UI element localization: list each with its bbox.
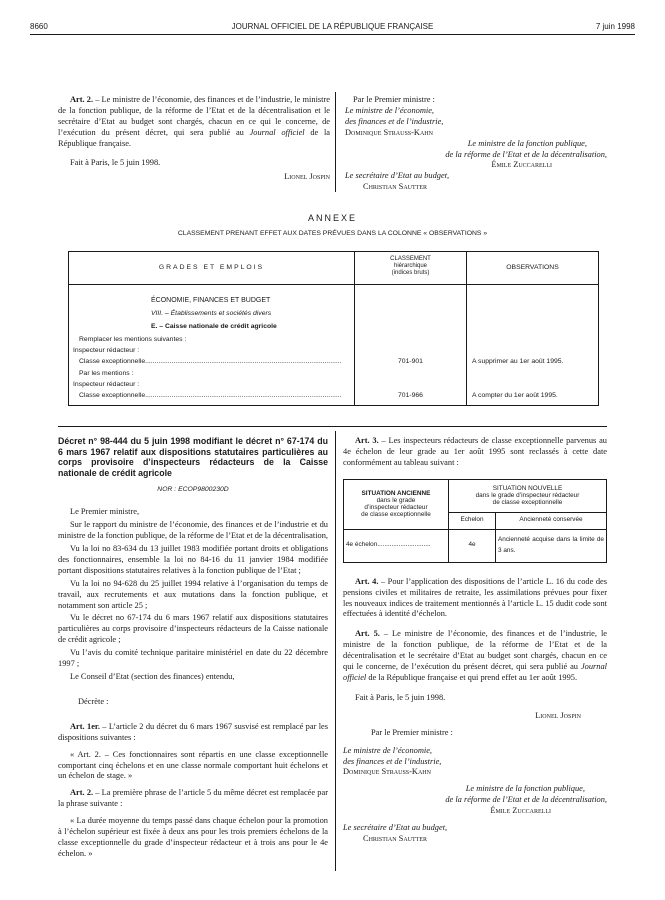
row-text: Classe exceptionnelle........................................................................................................ <box>79 358 342 365</box>
header-line: d’inspecteur rédacteur <box>364 504 428 512</box>
secretary-name: Christian Sautter <box>363 833 427 843</box>
header-rule <box>30 34 635 35</box>
old-situation-header <box>344 479 449 529</box>
article-quote: « La durée moyenne du temps passé dans chaque échelon pour la promotion à l’échelon supérieur est fixée à deux ans pour les trois premiers échelons de la classe exceptionnelle du grade d’inspecteur rédacteur et à trois ans pour le 4e échelon. » <box>58 816 328 858</box>
decree-paragraph: Vu le décret no 67-174 du 6 mars 1967 relatif aux dispositions statutaires particulières au corps provisoire d’inspecteurs rédacteurs de la Caisse nationale de crédit agricole ; <box>58 613 328 645</box>
decree-decrees: Décrète : <box>78 696 109 706</box>
decree-paragraph: Vu la loi no 94-628 du 25 juillet 1994 relative à l’organisation du temps de travail, aux recrutements et aux mutations dans la fonction publique, et notamment son article 25 ; <box>58 578 328 610</box>
secretary-title: Le secrétaire d’Etat au budget, <box>343 823 448 833</box>
reclassification-table <box>343 479 607 563</box>
minister-title: Le ministre de l’économie, <box>345 105 435 115</box>
decree-paragraph: Le Conseil d’Etat (section des finances) entendu, <box>70 671 235 681</box>
annexe-subtitle: CLASSEMENT PRENANT EFFET AUX DATES PRÉVUES DANS LA COLONNE « OBSERVATIONS » <box>177 230 488 237</box>
minister-title: Le ministre de la fonction publique, <box>467 138 587 148</box>
row-index: 701-966 <box>398 392 423 399</box>
signature-intro: Par le Premier ministre : <box>371 727 453 737</box>
section-title: ÉCONOMIE, FINANCES ET BUDGET <box>151 297 271 304</box>
article-text: – Pour l’application des dispositions de l’article L. 16 du code des pensions civiles et militaires de retraite, les assimilations prévues pour fixer les nouveaux indices de traitement mentionnés à l’article L. 15 dudit code sont effectuées à identité d’échelon. <box>343 576 607 619</box>
minister-title: de la réforme de l’Etat et de la décentralisation, <box>445 149 607 159</box>
header-line: (indices bruts) <box>391 270 430 276</box>
page-number: 8660 <box>30 22 48 31</box>
header-line: dans le grade <box>376 497 416 505</box>
decree-title: Décret n° 98-444 du 5 juin 1998 modifiant le décret n° 67-174 du 6 mars 1967 relatif aux dispositions statutaires particulières au corps provisoire d’inspecteurs rédacteurs de la Caisse nationale de crédit agricole <box>58 436 328 478</box>
annexe-table <box>68 251 599 406</box>
header-line: de classe exceptionnelle <box>492 499 563 507</box>
row-label: Classe exceptionnelle <box>79 392 146 399</box>
new-echelon: 4e <box>449 529 496 562</box>
old-echelon: 4e échelon.............................. <box>344 529 449 562</box>
row-text: Remplacer les mentions suivantes : <box>79 336 187 343</box>
seniority-kept: Ancienneté acquise dans la limite de 3 ans. <box>496 529 607 562</box>
minister-name: Émile Zuccarelli <box>490 806 551 816</box>
previous-decree-signatures <box>345 95 607 193</box>
minister-name: Émile Zuccarelli <box>491 160 552 170</box>
seniority-header: Ancienneté conservée <box>496 512 607 529</box>
column-rule <box>335 431 336 871</box>
minister-title: Le ministre de l’économie, <box>343 745 433 755</box>
row-observation: A compter du 1er août 1995. <box>472 392 558 399</box>
article-text: – La première phrase de l’article 5 du même décret est remplacée par la phrase suivante : <box>58 788 328 809</box>
header-line: hiérarchique <box>393 263 428 269</box>
row-index: 701-901 <box>398 358 423 365</box>
secretary-name: Christian Sautter <box>363 182 427 192</box>
header-line: SITUATION ANCIENNE <box>361 490 431 498</box>
decree-paragraph: Vu l’avis du comité technique paritaire ministériel en date du 22 décembre 1997 ; <box>58 648 328 669</box>
article-label: Art. 5. <box>355 629 380 639</box>
row-text: Par les mentions : <box>79 370 134 377</box>
annexe-col-rule <box>466 252 467 405</box>
article-label: Art. 3. <box>355 436 379 445</box>
row-text: Inspecteur rédacteur : <box>73 347 140 354</box>
article-quote: « Art. 2. – Ces fonctionnaires sont répartis en une classe exceptionnelle comportant cinq échelons et en une classe normale comportant huit échelons et un échelon de stage. » <box>58 749 328 781</box>
minister-title: des finances et de l’industrie, <box>343 756 442 766</box>
section-subtitle: VIII. – Établissements et sociétés divers <box>151 310 272 317</box>
header-classement <box>355 256 466 277</box>
article-label: Art. 4. <box>355 576 379 586</box>
decree-paragraph: Vu la loi no 83-634 du 13 juillet 1983 modifiée portant droits et obligations des fonctionnaires, ensemble la loi no 84-16 du 11 janvier 1984 modifiée portant dispositions statutaires relatives à la fonction publique de l’Etat ; <box>58 544 328 575</box>
done-at: Fait à Paris, le 5 juin 1998. <box>70 157 161 167</box>
section-rule <box>58 426 607 427</box>
pm-signature: Lionel Jospin <box>284 172 330 182</box>
previous-decree-article <box>58 95 330 183</box>
decree-right-column <box>343 436 607 845</box>
decree-left-column <box>58 436 328 860</box>
echelon-header: Echelon <box>449 512 496 529</box>
article-text: – Le ministre de l’économie, des finances et de l’industrie, le ministre de la fonction publique, de la réforme de l’Etat et de la décentralisation et le secrétaire d’Etat au budget sont chargés, chacun en ce qui le concerne, de l’exécution du présent décret, qui sera publié au <box>343 629 607 672</box>
article-text: – L’article 2 du décret du 6 mars 1967 susvisé est remplacé par les dispositions suivantes : <box>58 721 328 742</box>
row-observation: A supprimer au 1er août 1995. <box>472 358 564 365</box>
article-label: Art. 2. <box>70 788 94 798</box>
pm-signature: Lionel Jospin <box>535 710 581 720</box>
secretary-title: Le secrétaire d’Etat au budget, <box>345 171 450 181</box>
row-text: Inspecteur rédacteur : <box>73 381 140 388</box>
header-line: SITUATION NOUVELLE <box>492 485 563 493</box>
decree-paragraph: Sur le rapport du ministre de l’économie, des finances et de l’industrie et du ministre de la fonction publique, de la réforme de l’Etat et de la décentralisation, <box>58 520 328 541</box>
minister-name: Dominique Strauss-Kahn <box>345 127 433 137</box>
minister-title: des finances et de l’industrie, <box>345 116 444 126</box>
done-at: Fait à Paris, le 5 juin 1998. <box>355 692 446 702</box>
annexe-title: ANNEXE <box>307 213 357 223</box>
article-label: Art. 1er. <box>70 721 100 731</box>
decree-paragraph: Le Premier ministre, <box>70 507 140 517</box>
minister-name: Dominique Strauss-Kahn <box>343 767 431 777</box>
article-text: – Les inspecteurs rédacteurs de classe exceptionnelle parvenus au 4e échelon de leur grade au 1er août 1995 sont reclassés à cette date conformément au tableau suivant : <box>343 436 607 467</box>
cell-value: 4e échelon <box>346 541 378 549</box>
journal-reference: Journal officiel <box>249 127 305 137</box>
row-text: Classe exceptionnelle........................................................................................................ <box>79 392 342 399</box>
article-text-end: de la République française. <box>58 127 330 148</box>
article-label: Art. 2. <box>70 95 94 104</box>
minister-title: de la réforme de l’Etat et de la décentralisation, <box>445 795 607 805</box>
new-situation-header <box>449 479 607 512</box>
section-subtitle: E. – Caisse nationale de crédit agricole <box>151 323 277 330</box>
header-line: de classe exceptionnelle <box>361 511 431 519</box>
article-text: – Le ministre de l’économie, des finances et de l’industrie, le ministre de la fonction publique, de la réforme de l’Etat et de la décentralisation et le secrétaire d’Etat au budget sont chargés, chacun en ce qui le concerne, de l’exécution du présent décret, qui sera publié au <box>58 95 330 137</box>
minister-title: Le ministre de la fonction publique, <box>465 784 585 794</box>
header-observations: OBSERVATIONS <box>506 264 559 271</box>
header-grades: GRADES ET EMPLOIS <box>158 264 265 271</box>
header-line: dans le grade d’inspecteur rédacteur <box>475 492 580 500</box>
nor-reference: NOR : ECOP9800230D <box>157 486 229 494</box>
signature-intro: Par le Premier ministre : <box>353 95 435 104</box>
header-line: CLASSEMENT <box>390 256 431 262</box>
article-text-end: de la République française et qui prend effet au 1er août 1995. <box>366 672 578 682</box>
row-label: Classe exceptionnelle <box>79 358 146 365</box>
issue-date: 7 juin 1998 <box>595 22 635 31</box>
signatures <box>343 728 607 845</box>
journal-title: JOURNAL OFFICIEL DE LA RÉPUBLIQUE FRANÇAISE <box>231 22 434 31</box>
column-rule-top <box>335 92 336 192</box>
journal-reference: Journal officiel <box>343 662 607 682</box>
